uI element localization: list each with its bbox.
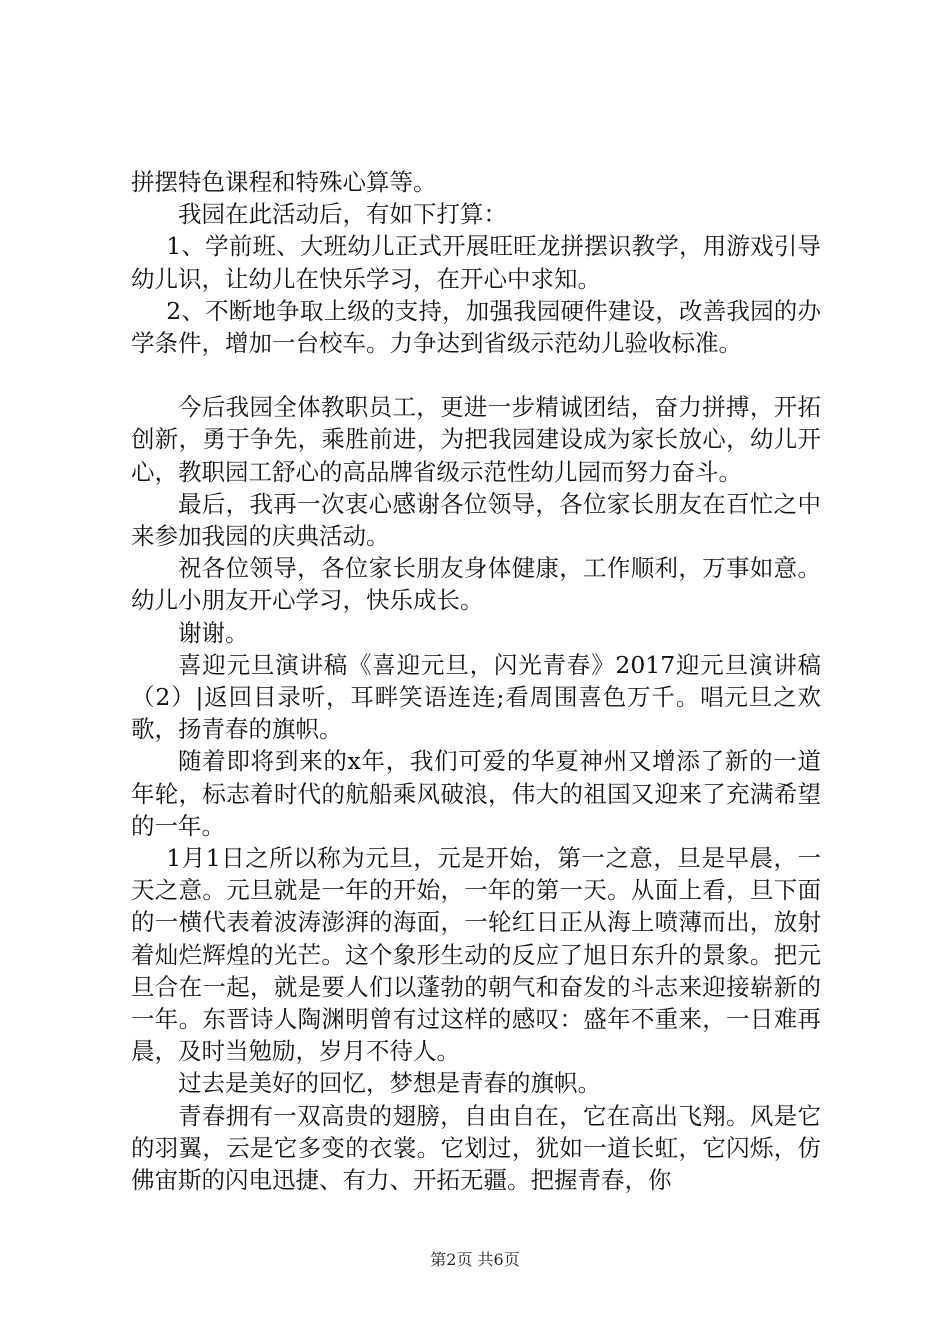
paragraph-8: 谢谢。 xyxy=(178,618,249,647)
paragraph-9: 喜迎元旦演讲稿《喜迎元旦，闪光青春》2017迎元旦演讲稿（2）|返回目录听，耳畔笑语连连;看周围喜色万千。唱元旦之欢歌，扬青春的旗帜。 xyxy=(131,650,821,744)
paragraph-12: 过去是美好的回忆，梦想是青春的旗帜。 xyxy=(178,1069,601,1098)
document-body xyxy=(131,166,821,1196)
paragraph-5: 今后我园全体教职员工，更进一步精诚团结，奋力拼搏，开拓创新，勇于争先，乘胜前进，为把我园建设成为家长放心，幼儿开心，教职园工舒心的高品牌省级示范性幼儿园而努力奋斗。 xyxy=(131,393,821,486)
paragraph-2: 我园在此活动后，有如下打算： xyxy=(178,200,507,229)
paragraph-11: 1月1日之所以称为元旦，元是开始，第一之意，旦是早晨，一天之意。元旦就是一年的开始，一年的第一天。从面上看，旦下面的一横代表着波涛澎湃的海面，一轮红日正从海上喷薄而出，放射着灿烂辉煌的光芒。这个象形生动的反应了旭日东升的景象。把元旦合在一起，就是要人们以蓬勃的朝气和奋发的斗志来迎接崭新的一年。东晋诗人陶渊明曾有过这样的感叹：盛年不重来，一日难再晨，及时当勉励，岁月不待人。 xyxy=(131,844,821,1066)
paragraph-7: 祝各位领导，各位家长朋友身体健康，工作顺利，万事如意。幼儿小朋友开心学习，快乐成长。 xyxy=(131,554,821,615)
paragraph-13: 青春拥有一双高贵的翅膀，自由自在，它在高出飞翔。风是它的羽翼，云是它多变的衣裳。它划过，犹如一道长虹，它闪烁，仿佛宙斯的闪电迅捷、有力、开拓无疆。把握青春，你 xyxy=(131,1101,821,1195)
page-footer: 第2页 共6页 xyxy=(430,1250,520,1269)
paragraph-6: 最后，我再一次衷心感谢各位领导，各位家长朋友在百忙之中来参加我园的庆典活动。 xyxy=(131,489,821,551)
paragraph-3: 1、学前班、大班幼儿正式开展旺旺龙拼摆识教学，用游戏引导幼儿识，让幼儿在快乐学习，在开心中求知。 xyxy=(131,232,821,293)
paragraph-1: 拼摆特色课程和特殊心算等。 xyxy=(131,168,437,196)
paragraph-4: 2、不断地争取上级的支持，加强我园硬件建设，改善我园的办学条件，增加一台校车。力争达到省级示范幼儿验收标准。 xyxy=(131,296,821,358)
paragraph-10: 随着即将到来的x年，我们可爱的华夏神州又增添了新的一道年轮，标志着时代的航船乘风破浪，伟大的祖国又迎来了充满希望的一年。 xyxy=(131,747,821,840)
